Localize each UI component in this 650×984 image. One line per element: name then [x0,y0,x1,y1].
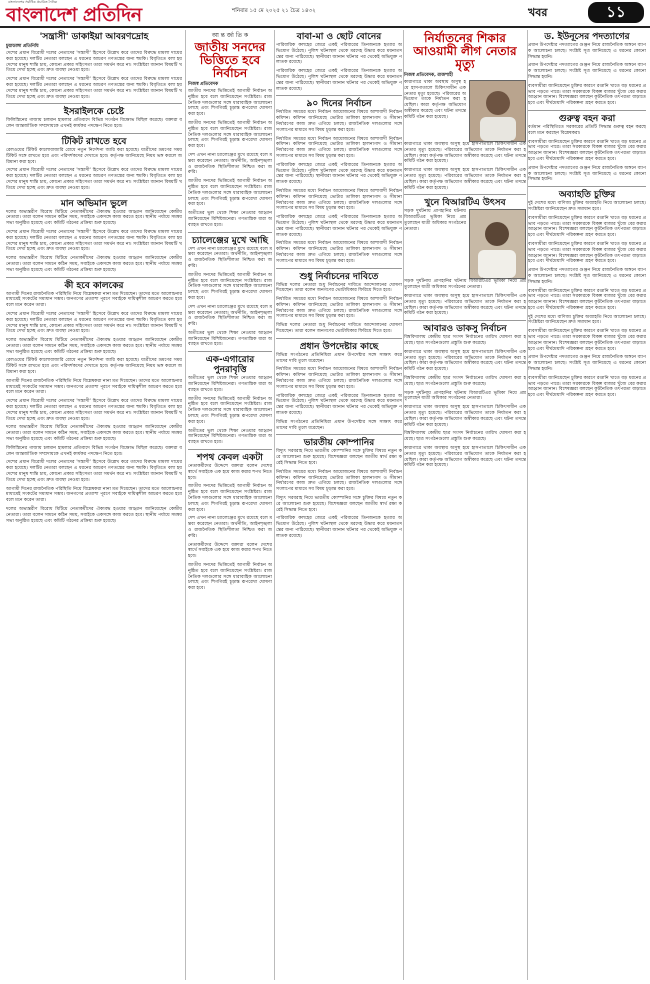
article-body: কারাগারে থাকা অবস্থায় অসুস্থ হয়ে হাসপাতালে চিকিৎসাধীন এক নেতার মৃত্যু হয়েছে। পরিবারের অভিযোগ তাকে নির্যাতন করা হয়েছিল। কারা কর্তৃপক্ষ অভিযোগ অস্বীকার করেছে এবং ঘটনা তদন্তে কমিটি গঠন করা হয়েছে। [404,142,526,165]
article-body: কারাগারে থাকা অবস্থায় অসুস্থ হয়ে হাসপাতালে চিকিৎসাধীন এক নেতার মৃত্যু হয়েছে। পরিবারের অভিযোগ তাকে নির্যাতন করা হয়েছিল। কারা কর্তৃপক্ষ অভিযোগ অস্বীকার করেছে এবং ঘটনা তদন্তে কমিটি গঠন করা হয়েছে। [404,293,526,317]
divider [6,133,182,134]
column-5 [528,30,646,980]
portrait-photo [470,210,525,278]
article-body: দেশের প্রধান বিরোধী দলের নেতাদের 'সন্ত্রাসী' হিসেবে উল্লেখ করে তাদের বিরুদ্ধে মামলা দায়ের করা হয়েছে। দলটির নেতারা বলছেন এ ধরনের আচরণ গণতন্ত্রের জন্য হুমকি। বিবৃতিতে বলা হয় দেশের মানুষ শান্তি চায়, কোনো প্রকার সহিংসতা তারা সমর্থন করে না। সংশ্লিষ্টরা জানান বিষয়টি খতিয়ে দেখা হচ্ছে এবং দ্রুত ব্যবস্থা নেওয়া হবে। [6,77,182,100]
headline[interactable]: গুরুত্ব বহন করা [558,113,616,124]
newspaper-logo[interactable]: বাংলাদেশ প্রতিদিন [6,4,142,26]
article-body: প্রধান উপদেষ্টার পদত্যাগের গুঞ্জন নিয়ে রাজনৈতিক অঙ্গনে ব্যাপক আলোচনা চলছে। সংশ্লিষ্ট সূত্র জানিয়েছে এ ধরনের কোনো সিদ্ধান্ত হয়নি। [528,63,646,80]
article-body: বিদ্যুৎ সরবরাহ নিয়ে ভারতীয় কোম্পানির সঙ্গে চুক্তির বিষয়ে নতুন করে আলোচনা শুরু হয়েছে। বিশেষজ্ঞরা বলছেন জাতীয় স্বার্থ রক্ষা করেই সিদ্ধান্ত নিতে হবে। [276,496,402,513]
article-body: দেশের প্রধান বিরোধী দলের নেতাদের 'সন্ত্রাসী' হিসেবে উল্লেখ করে তাদের বিরুদ্ধে মামলা দায়ের করা হয়েছে। দলটির নেতারা বলছেন এ ধরনের আচরণ গণতন্ত্রের জন্য হুমকি। বিবৃতিতে বলা হয় দেশের মানুষ শান্তি চায়, কোনো প্রকার সহিংসতা তারা সমর্থন করে না। সংশ্লিষ্টরা জানান বিষয়টি খতিয়ে দেখা হচ্ছে এবং দ্রুত ব্যবস্থা নেওয়া হবে। [6,51,182,74]
divider [188,351,272,352]
article-body: বিশ্ববিদ্যালয় কেন্দ্রীয় ছাত্র সংসদ নির্বাচনের তারিখ ঘোষণা করা হয়েছে। ছাত্র সংগঠনগুলো প্রস্তুতি শুরু করেছে। [404,375,526,387]
article-body: দেশ এখন নানা চ্যালেঞ্জের মুখে রয়েছে বলে মন্তব্য করেছেন নেতারা। অর্থনীতি, আইনশৃঙ্খলা ও রাজনৈতিক স্থিতিশীলতা নিশ্চিত করা জরুরি। [188,304,272,328]
article-body: দলের অভ্যন্তরীণ বিরোধ মিটিয়ে নেতাকর্মীদের ঐক্যবদ্ধ হওয়ার আহ্বান জানিয়েছেন কেন্দ্রীয় নেতারা। তারা বলেন সামনে কঠিন সময়, সবাইকে একসঙ্গে কাজ করতে হবে। স্থানীয় পর্যায়ে সমন্বয় সভা অনুষ্ঠিত হয়েছে এবং কমিটি গঠনের প্রক্রিয়া শুরু হয়েছে। [6,338,182,355]
article-body: অতীতের ভুল থেকে শিক্ষা নেওয়ার আহ্বান জানিয়েছেন বিশিষ্টজনেরা। গণতান্ত্রিক ধারা অব্যাহত রাখতে হবে। [188,330,272,348]
article-body: ফিলিস্তিনের গাজায় চলমান হামলার প্রতিবাদে বিভিন্ন সংগঠন বিক্ষোভ মিছিল করেছে। বক্তারা বলেন আন্তর্জাতিক সম্প্রদায়কে এখনই কার্যকর পদক্ষেপ নিতে হবে। [6,445,182,457]
article-body: অতীতের ভুল থেকে শিক্ষা নেওয়ার আহ্বান জানিয়েছেন বিশিষ্টজনেরা। গণতান্ত্রিক ধারা অব্যাহত রাখতে হবে। [188,428,272,446]
article-body: জাতীয় সনদের ভিত্তিতেই আগামী নির্বাচন অনুষ্ঠিত হবে বলে জানিয়েছেন সংশ্লিষ্টরা। রাজনৈতিক দলগুলোর সঙ্গে ধারাবাহিক আলোচনা চলছে এবং শিগগিরই চূড়ান্ত রূপরেখা ঘোষণা করা হবে। [188,484,272,513]
article-body: নেতাকর্মীদের উদ্দেশে বক্তারা বলেন দেশের স্বার্থে সবাইকে এক হয়ে কাজ করার শপথ নিতে হবে। [188,542,272,560]
article-body: বিভিন্ন দলের নেতারা শুধু নির্বাচনের দাবিতে আন্দোলনের ঘোষণা দিয়েছেন। তারা বলেন জনগণের ভোটাধিকার ফিরিয়ে দিতে হবে। [276,282,402,294]
article-body: পারিবারিক কলহের জেরে একই পরিবারের তিনজনকে হত্যার অভিযোগ উঠেছে। পুলিশ ঘটনাস্থল থেকে মরদেহ উদ্ধার করে ময়নাতদন্তের জন্য পাঠিয়েছে। স্থানীয়রা জানান ঘটনার পর থেকেই অভিযুক্ত পলাতক রয়েছে। [276,69,402,92]
headline[interactable]: বাবা-মা ও ছোট বোনের [296,32,382,42]
column-divider [185,30,186,980]
article-body: দলের অভ্যন্তরীণ বিরোধ মিটিয়ে নেতাকর্মীদের ঐক্যবদ্ধ হওয়ার আহ্বান জানিয়েছেন কেন্দ্রীয় নেতারা। তারা বলেন সামনে কঠিন সময়, সবাইকে একসঙ্গে কাজ করতে হবে। স্থানীয় পর্যায়ে সমন্বয় সভা অনুষ্ঠিত হয়েছে এবং কমিটি গঠনের প্রক্রিয়া শুরু হয়েছে। [6,425,182,443]
article-body: দেশের প্রধান বিরোধী দলের নেতাদের 'সন্ত্রাসী' হিসেবে উল্লেখ করে তাদের বিরুদ্ধে মামলা দায়ের করা হয়েছে। দলটির নেতারা বলছেন এ ধরনের আচরণ গণতন্ত্রের জন্য হুমকি। বিবৃতিতে বলা হয় দেশের মানুষ শান্তি চায়, কোনো প্রকার সহিংসতা তারা সমর্থন করে না। সংশ্লিষ্টরা জানান বিষয়টি খতিয়ে দেখা হচ্ছে এবং দ্রুত ব্যবস্থা নেওয়া হবে। [6,311,182,335]
headline[interactable]: অব্যাহতি চুক্তির [558,190,616,201]
byline: চুয়াডাঙ্গা প্রতিনিধি [6,44,39,49]
headline[interactable]: ভারতীয় কোম্পানির [303,438,375,449]
article-body: আগামী দিনের রাজনৈতিক পরিস্থিতি নিয়ে বিশ্লেষকরা নানা মত দিয়েছেন। তাদের মতে আলোচনার মাধ্যমেই সংকটের সমাধান সম্ভব। জনগণের প্রত্যাশা পূরণে সবাইকে দায়িত্বশীল আচরণ করতে হবে বলে মনে করেন তারা। [6,291,182,309]
article-body: প্রধান উপদেষ্টার পদত্যাগের গুঞ্জন নিয়ে রাজনৈতিক অঙ্গনে ব্যাপক আলোচনা চলছে। সংশ্লিষ্ট সূত্র জানিয়েছে এ ধরনের কোনো সিদ্ধান্ত হয়নি। [528,165,646,183]
headline[interactable]: প্রধান উপদেষ্টার কাছে [299,341,379,352]
article-body: দলের অভ্যন্তরীণ বিরোধ মিটিয়ে নেতাকর্মীদের ঐক্যবদ্ধ হওয়ার আহ্বান জানিয়েছেন কেন্দ্রীয় নেতারা। তারা বলেন সামনে কঠিন সময়, সবাইকে একসঙ্গে কাজ করতে হবে। স্থানীয় পর্যায়ে সমন্বয় সভা অনুষ্ঠিত হয়েছে এবং কমিটি গঠনের প্রক্রিয়া শুরু হয়েছে। [6,256,182,273]
headline[interactable]: খুনে বিআরটিএ উৎসব [424,198,506,209]
article-body: নির্ধারিত সময়ের মধ্যে নির্বাচন আয়োজনের বিষয়ে আশাবাদী নির্বাচন কমিশন। কমিশন জানিয়েছে ভোটার তালিকা হালনাগাদ ও সীমানা নির্ধারণের কাজ দ্রুত এগিয়ে চলছে। রাজনৈতিক দলগুলোর সঙ্গে সংলাপের মাধ্যমে সব বিষয় চূড়ান্ত করা হবে। [276,367,402,390]
headline[interactable]: কী হবে কালকের [64,280,124,291]
divider [404,320,526,321]
divider [276,268,402,269]
article-body: ফিলিস্তিনের গাজায় চলমান হামলার প্রতিবাদে বিভিন্ন সংগঠন বিক্ষোভ মিছিল করেছে। বক্তারা বলেন আন্তর্জাতিক সম্প্রদায়কে এখনই কার্যকর পদক্ষেপ নিতে হবে। [6,118,182,130]
article-body: জাতীয় সনদের ভিত্তিতেই আগামী নির্বাচন অনুষ্ঠিত হবে বলে জানিয়েছেন সংশ্লিষ্টরা। রাজনৈতিক দলগুলোর সঙ্গে ধারাবাহিক আলোচনা চলছে এবং শিগগিরই চূড়ান্ত রূপরেখা ঘোষণা করা হবে। [188,563,272,592]
column-3 [276,30,402,980]
article-body: প্রধান উপদেষ্টার পদত্যাগের গুঞ্জন নিয়ে রাজনৈতিক অঙ্গনে ব্যাপক আলোচনা চলছে। সংশ্লিষ্ট সূত্র জানিয়েছে এ ধরনের কোনো সিদ্ধান্ত হয়নি। [528,355,646,373]
article-body: দুই দেশের মধ্যে বাণিজ্য চুক্তির অব্যাহতি নিয়ে আলোচনা চলছে। সংশ্লিষ্টরা জানিয়েছেন দ্রুত সমাধান হবে। [528,201,646,212]
article-body: নির্ধারিত সময়ের মধ্যে নির্বাচন আয়োজনের বিষয়ে আশাবাদী নির্বাচন কমিশন। কমিশন জানিয়েছে ভোটার তালিকা হালনাগাদ ও সীমানা নির্ধারণের কাজ দ্রুত এগিয়ে চলছে। রাজনৈতিক দলগুলোর সঙ্গে সংলাপের মাধ্যমে সব বিষয় চূড়ান্ত করা হবে। [276,110,402,133]
article-body: পারিবারিক কলহের জেরে একই পরিবারের তিনজনকে হত্যার অভিযোগ উঠেছে। পুলিশ ঘটনাস্থল থেকে মরদেহ উদ্ধার করে ময়নাতদন্তের জন্য পাঠিয়েছে। স্থানীয়রা জানান ঘটনার পর থেকেই অভিযুক্ত পলাতক রয়েছে। [276,516,402,539]
headline[interactable]: শুধু নির্বাচনের দাবিতে [299,271,379,282]
article-body: পারিবারিক কলহের জেরে একই পরিবারের তিনজনকে হত্যার অভিযোগ উঠেছে। পুলিশ ঘটনাস্থল থেকে মরদেহ উদ্ধার করে ময়নাতদন্তের জন্য পাঠিয়েছে। স্থানীয়রা জানান ঘটনার পর থেকেই অভিযুক্ত পলাতক রয়েছে। [276,393,402,417]
article-body: নির্ধারিত সময়ের মধ্যে নির্বাচন আয়োজনের বিষয়ে আশাবাদী নির্বাচন কমিশন। কমিশন জানিয়েছে ভোটার তালিকা হালনাগাদ ও সীমানা নির্ধারণের কাজ দ্রুত এগিয়ে চলছে। রাজনৈতিক দলগুলোর সঙ্গে সংলাপের মাধ্যমে সব বিষয় চূড়ান্ত করা হবে। [276,241,402,264]
article-body: বিশ্ববিদ্যালয় কেন্দ্রীয় ছাত্র সংসদ নির্বাচনের তারিখ ঘোষণা করা হয়েছে। ছাত্র সংগঠনগুলো প্রস্তুতি শুরু করেছে। [404,431,526,443]
article-body: সড়ক দুর্ঘটনায় প্রাণহানির ঘটনায় বিআরটিএর ভূমিকা নিয়ে প্রশ্ন তুলেছেন যাত্রী অধিকার সংগঠনের নেতারা। [404,279,526,291]
article-body: বর্তমান পরিস্থিতিতে সরকারের প্রতিটি সিদ্ধান্ত গুরুত্ব বহন করছে বলে মনে করছেন বিশ্লেষকরা। [528,124,646,136]
headline[interactable]: ড. ইউনূসের পদত্যাগের [544,32,630,42]
article-body: দেশের প্রধান বিরোধী দলের নেতাদের 'সন্ত্রাসী' হিসেবে উল্লেখ করে তাদের বিরুদ্ধে মামলা দায়ের করা হয়েছে। দলটির নেতারা বলছেন এ ধরনের আচরণ গণতন্ত্রের জন্য হুমকি। বিবৃতিতে বলা হয় দেশের মানুষ শান্তি চায়, কোনো প্রকার সহিংসতা তারা সমর্থন করে না। সংশ্লিষ্টরা জানান বিষয়টি খতিয়ে দেখা হচ্ছে এবং দ্রুত ব্যবস্থা নেওয়া হবে। [6,460,182,483]
section-label: খবর [528,6,548,19]
article-body: আগামী দিনের রাজনৈতিক পরিস্থিতি নিয়ে বিশ্লেষকরা নানা মত দিয়েছেন। তাদের মতে আলোচনার মাধ্যমেই সংকটের সমাধান সম্ভব। জনগণের প্রত্যাশা পূরণে সবাইকে দায়িত্বশীল আচরণ করতে হবে বলে মনে করেন তারা। [6,378,182,396]
article-body: বিভিন্ন সংগঠনের প্রতিনিধিরা প্রধান উপদেষ্টার সঙ্গে সাক্ষাৎ করে তাদের দাবি তুলে ধরেছেন। [276,419,402,431]
divider [6,195,182,196]
dateline: শনিবার ১৫ মে ২০২৫ ২১ চৈত্র ১৪৩২ [232,8,316,14]
divider [528,110,646,111]
article-body: জাতীয় সনদের ভিত্তিতেই আগামী নির্বাচন অনুষ্ঠিত হবে বলে জানিয়েছেন সংশ্লিষ্টরা। রাজনৈতিক দলগুলোর সঙ্গে ধারাবাহিক আলোচনা চলছে এবং শিগগিরই চূড়ান্ত রূপরেখা ঘোষণা করা হবে। [188,179,272,208]
article-body: দলের অভ্যন্তরীণ বিরোধ মিটিয়ে নেতাকর্মীদের ঐক্যবদ্ধ হওয়ার আহ্বান জানিয়েছেন কেন্দ্রীয় নেতারা। তারা বলেন সামনে কঠিন সময়, সবাইকে একসঙ্গে কাজ করতে হবে। স্থানীয় পর্যায়ে সমন্বয় সভা অনুষ্ঠিত হয়েছে এবং কমিটি গঠনের প্রক্রিয়া শুরু হয়েছে। [6,209,182,227]
article-body: ব্যবসায়ীরা জানিয়েছেন চুক্তির কারণে রপ্তানি খাতে বড় ধরনের প্রভাব পড়তে পারে। তারা সরকারকে বিকল্প বাজার খুঁজে বের করার আহ্বান জানান। বিশেষজ্ঞরা বলছেন কূটনৈতিক তৎপরতা বাড়াতে হবে এবং দীর্ঘমেয়াদি পরিকল্পনা গ্রহণ করতে হবে। [528,241,646,265]
article-body: প্রধান উপদেষ্টার পদত্যাগের গুঞ্জন নিয়ে রাজনৈতিক অঙ্গনে ব্যাপক আলোচনা চলছে। সংশ্লিষ্ট সূত্র জানিয়েছে এ ধরনের কোনো সিদ্ধান্ত হয়নি। [528,43,646,60]
article-body: দেশের প্রধান বিরোধী দলের নেতাদের 'সন্ত্রাসী' হিসেবে উল্লেখ করে তাদের বিরুদ্ধে মামলা দায়ের করা হয়েছে। দলটির নেতারা বলছেন এ ধরনের আচরণ গণতন্ত্রের জন্য হুমকি। বিবৃতিতে বলা হয় দেশের মানুষ শান্তি চায়, কোনো প্রকার সহিংসতা তারা সমর্থন করে না। সংশ্লিষ্টরা জানান বিষয়টি খতিয়ে দেখা হচ্ছে এবং দ্রুত ব্যবস্থা নেওয়া হবে। [6,399,182,422]
divider [188,449,272,450]
headline[interactable]: জাতীয় সনদের ভিত্তিতে হবে নির্বাচন [194,40,266,80]
article-body: জাতীয় সনদের ভিত্তিতেই আগামী নির্বাচন অনুষ্ঠিত হবে বলে জানিয়েছেন সংশ্লিষ্টরা। রাজনৈতিক দলগুলোর সঙ্গে ধারাবাহিক আলোচনা চলছে এবং শিগগিরই চূড়ান্ত রূপরেখা ঘোষণা করা হবে। [188,89,272,118]
divider [6,103,182,104]
headline[interactable]: আবারও ডাকসু নির্বাচন [423,324,507,335]
divider [528,186,646,187]
article-body: দুই দেশের মধ্যে বাণিজ্য চুক্তির অব্যাহতি নিয়ে আলোচনা চলছে। সংশ্লিষ্টরা জানিয়েছেন দ্রুত সমাধান হবে। [528,314,646,326]
article-body: সড়ক দুর্ঘটনায় প্রাণহানির ঘটনায় বিআরটিএর ভূমিকা নিয়ে প্রশ্ন তুলেছেন যাত্রী অধিকার সংগঠনের নেতারা। [404,390,526,402]
article-body: দেশ এখন নানা চ্যালেঞ্জের মুখে রয়েছে বলে মন্তব্য করেছেন নেতারা। অর্থনীতি, আইনশৃঙ্খলা ও রাজনৈতিক স্থিতিশীলতা নিশ্চিত করা জরুরি। [188,516,272,539]
column-divider [274,30,275,980]
headline[interactable]: চ্যালেঞ্জের মুখে আছি [192,235,268,246]
headline[interactable]: ইসরাইলকে চেষ্টে [63,107,125,118]
article-body: দেশের প্রধান বিরোধী দলের নেতাদের 'সন্ত্রাসী' হিসেবে উল্লেখ করে তাদের বিরুদ্ধে মামলা দায়ের করা হয়েছে। দলটির নেতারা বলছেন এ ধরনের আচরণ গণতন্ত্রের জন্য হুমকি। বিবৃতিতে বলা হয় দেশের মানুষ শান্তি চায়, কোনো প্রকার সহিংসতা তারা সমর্থন করে না। সংশ্লিষ্টরা জানান বিষয়টি খতিয়ে দেখা হচ্ছে এবং দ্রুত ব্যবস্থা নেওয়া হবে। [6,168,182,191]
headline[interactable]: নির্যাতনের শিকার আওয়ামী লীগ নেতার মৃত্যু [413,31,517,71]
masthead-tagline: বাংলাদেশের সর্বাধিক প্রচারিত দৈনিক [8,0,58,4]
article-body: জাতীয় সনদের ভিত্তিতেই আগামী নির্বাচন অনুষ্ঠিত হবে বলে জানিয়েছেন সংশ্লিষ্টরা। রাজনৈতিক দলগুলোর সঙ্গে ধারাবাহিক আলোচনা চলছে এবং শিগগিরই চূড়ান্ত রূপরেখা ঘোষণা করা হবে। [188,120,272,150]
headline[interactable]: মান অভিমান ভুলে [60,198,128,209]
article-body: বিভিন্ন সংগঠনের প্রতিনিধিরা প্রধান উপদেষ্টার সঙ্গে সাক্ষাৎ করে তাদের দাবি তুলে ধরেছেন। [276,352,402,364]
article-body: দেশ এখন নানা চ্যালেঞ্জের মুখে রয়েছে বলে মন্তব্য করেছেন নেতারা। অর্থনীতি, আইনশৃঙ্খলা ও রাজনৈতিক স্থিতিশীলতা নিশ্চিত করা জরুরি। [188,152,272,176]
article-body: পারিবারিক কলহের জেরে একই পরিবারের তিনজনকে হত্যার অভিযোগ উঠেছে। পুলিশ ঘটনাস্থল থেকে মরদেহ উদ্ধার করে ময়নাতদন্তের জন্য পাঠিয়েছে। স্থানীয়রা জানান ঘটনার পর থেকেই অভিযুক্ত পলাতক রয়েছে। [276,162,402,186]
divider [276,95,402,96]
article-body: দেশ এখন নানা চ্যালেঞ্জের মুখে রয়েছে বলে মন্তব্য করেছেন নেতারা। অর্থনীতি, আইনশৃঙ্খলা ও রাজনৈতিক স্থিতিশীলতা নিশ্চিত করা জরুরি। [188,246,272,269]
article-body: জাতীয় সনদের ভিত্তিতেই আগামী নির্বাচন অনুষ্ঠিত হবে বলে জানিয়েছেন সংশ্লিষ্টরা। রাজনৈতিক দলগুলোর সঙ্গে ধারাবাহিক আলোচনা চলছে এবং শিগগিরই চূড়ান্ত রূপরেখা ঘোষণা করা হবে। [188,272,272,301]
kicker: আ ন্ত র্জা তি ক [211,32,249,39]
column-1 [6,30,182,980]
headline[interactable]: টিকিট রাখতে হবে [61,136,127,147]
page-number: ১১ [588,2,644,23]
article-body: অতীতের ভুল থেকে শিক্ষা নেওয়ার আহ্বান জানিয়েছেন বিশিষ্টজনেরা। গণতান্ত্রিক ধারা অব্যাহত রাখতে হবে। [188,211,272,228]
article-body: কারাগারে থাকা অবস্থায় অসুস্থ হয়ে হাসপাতালে চিকিৎসাধীন এক নেতার মৃত্যু হয়েছে। পরিবারের অভিযোগ তাকে নির্যাতন করা হয়েছিল। কারা কর্তৃপক্ষ অভিযোগ অস্বীকার করেছে এবং ঘটনা তদন্তে কমিটি গঠন করা হয়েছে। [404,405,526,428]
article-body: রেলওয়ের টিকিট কালোবাজারি রোধে নতুন নির্দেশনা জারি করা হয়েছে। যাত্রীদের ভ্রমণের সময় টিকিট সঙ্গে রাখতে হবে এবং পরিদর্শকদের দেখাতে হবে। কর্তৃপক্ষ জানিয়েছে নিয়ম ভঙ্গ করলে জরিমানা করা হবে। [6,358,182,376]
article-body: দলের অভ্যন্তরীণ বিরোধ মিটিয়ে নেতাকর্মীদের ঐক্যবদ্ধ হওয়ার আহ্বান জানিয়েছেন কেন্দ্রীয় নেতারা। তারা বলেন সামনে কঠিন সময়, সবাইকে একসঙ্গে কাজ করতে হবে। স্থানীয় পর্যায়ে সমন্বয় সভা অনুষ্ঠিত হয়েছে এবং কমিটি গঠনের প্রক্রিয়া শুরু হয়েছে। [6,507,182,524]
article-body: নির্ধারিত সময়ের মধ্যে নির্বাচন আয়োজনের বিষয়ে আশাবাদী নির্বাচন কমিশন। কমিশন জানিয়েছে ভোটার তালিকা হালনাগাদ ও সীমানা নির্ধারণের কাজ দ্রুত এগিয়ে চলছে। রাজনৈতিক দলগুলোর সঙ্গে সংলাপের মাধ্যমে সব বিষয় চূড়ান্ত করা হবে। [276,297,402,320]
article-body: নির্ধারিত সময়ের মধ্যে নির্বাচন আয়োজনের বিষয়ে আশাবাদী নির্বাচন কমিশন। কমিশন জানিয়েছে ভোটার তালিকা হালনাগাদ ও সীমানা নির্ধারণের কাজ দ্রুত এগিয়ে চলছে। রাজনৈতিক দলগুলোর সঙ্গে সংলাপের মাধ্যমে সব বিষয় চূড়ান্ত করা হবে। [276,469,402,493]
article-body: সড়ক দুর্ঘটনায় প্রাণহানির ঘটনায় বিআরটিএর ভূমিকা নিয়ে প্রশ্ন তুলেছেন যাত্রী অধিকার সংগঠনের নেতারা। [404,209,466,232]
article-body: ব্যবসায়ীরা জানিয়েছেন চুক্তির কারণে রপ্তানি খাতে বড় ধরনের প্রভাব পড়তে পারে। তারা সরকারকে বিকল্প বাজার খুঁজে বের করার আহ্বান জানান। বিশেষজ্ঞরা বলছেন কূটনৈতিক তৎপরতা বাড়াতে হবে এবং দীর্ঘমেয়াদি পরিকল্পনা গ্রহণ করতে হবে। [528,375,646,399]
headline[interactable]: শপথ কেবল একটা [197,453,263,464]
news-photo [469,80,526,142]
article-body: ব্যবসায়ীরা জানিয়েছেন চুক্তির কারণে রপ্তানি খাতে বড় ধরনের প্রভাব পড়তে পারে। তারা সরকারকে বিকল্প বাজার খুঁজে বের করার আহ্বান জানান। বিশেষজ্ঞরা বলছেন কূটনৈতিক তৎপরতা বাড়াতে হবে এবং দীর্ঘমেয়াদি পরিকল্পনা গ্রহণ করতে হবে। [528,215,646,239]
article-body: রেলওয়ের টিকিট কালোবাজারি রোধে নতুন নির্দেশনা জারি করা হয়েছে। যাত্রীদের ভ্রমণের সময় টিকিট সঙ্গে রাখতে হবে এবং পরিদর্শকদের দেখাতে হবে। কর্তৃপক্ষ জানিয়েছে নিয়ম ভঙ্গ করলে জরিমানা করা হবে। [6,147,182,165]
article-body: ব্যবসায়ীরা জানিয়েছেন চুক্তির কারণে রপ্তানি খাতে বড় ধরনের প্রভাব পড়তে পারে। তারা সরকারকে বিকল্প বাজার খুঁজে বের করার আহ্বান জানান। বিশেষজ্ঞরা বলছেন কূটনৈতিক তৎপরতা বাড়াতে হবে এবং দীর্ঘমেয়াদি পরিকল্পনা গ্রহণ করতে হবে। [528,83,646,107]
article-body: ব্যবসায়ীরা জানিয়েছেন চুক্তির কারণে রপ্তানি খাতে বড় ধরনের প্রভাব পড়তে পারে। তারা সরকারকে বিকল্প বাজার খুঁজে বের করার আহ্বান জানান। বিশেষজ্ঞরা বলছেন কূটনৈতিক তৎপরতা বাড়াতে হবে এবং দীর্ঘমেয়াদি পরিকল্পনা গ্রহণ করতে হবে। [528,139,646,162]
article-body: বিদ্যুৎ সরবরাহ নিয়ে ভারতীয় কোম্পানির সঙ্গে চুক্তির বিষয়ে নতুন করে আলোচনা শুরু হয়েছে। বিশেষজ্ঞরা বলছেন জাতীয় স্বার্থ রক্ষা করেই সিদ্ধান্ত নিতে হবে। [276,449,402,467]
divider [188,232,272,233]
news-photo [469,209,526,279]
byline: নিজস্ব প্রতিবেদক [188,82,219,87]
article-body: আগামী দিনের রাজনৈতিক পরিস্থিতি নিয়ে বিশ্লেষকরা নানা মত দিয়েছেন। তাদের মতে আলোচনার মাধ্যমেই সংকটের সমাধান সম্ভব। জনগণের প্রত্যাশা পূরণে সবাইকে দায়িত্বশীল আচরণ করতে হবে বলে মনে করেন তারা। [6,486,182,504]
divider [276,338,402,339]
article-body: প্রধান উপদেষ্টার পদত্যাগের গুঞ্জন নিয়ে রাজনৈতিক অঙ্গনে ব্যাপক আলোচনা চলছে। সংশ্লিষ্ট সূত্র জানিয়েছে এ ধরনের কোনো সিদ্ধান্ত হয়নি। [528,268,646,285]
column-2 [188,30,272,980]
headline[interactable]: এক-এগারোর পুনরাবৃত্তি [205,355,255,376]
article-body: দেশের প্রধান বিরোধী দলের নেতাদের 'সন্ত্রাসী' হিসেবে উল্লেখ করে তাদের বিরুদ্ধে মামলা দায়ের করা হয়েছে। দলটির নেতারা বলছেন এ ধরনের আচরণ গণতন্ত্রের জন্য হুমকি। বিবৃতিতে বলা হয় দেশের মানুষ শান্তি চায়, কোনো প্রকার সহিংসতা তারা সমর্থন করে না। সংশ্লিষ্টরা জানান বিষয়টি খতিয়ে দেখা হচ্ছে এবং দ্রুত ব্যবস্থা নেওয়া হবে। [6,229,182,253]
divider [404,194,526,195]
divider [276,434,402,435]
article-body: কারাগারে থাকা অবস্থায় অসুস্থ হয়ে হাসপাতালে চিকিৎসাধীন এক নেতার মৃত্যু হয়েছে। পরিবারের অভিযোগ তাকে নির্যাতন করা হয়েছিল। কারা কর্তৃপক্ষ অভিযোগ অস্বীকার করেছে এবং ঘটনা তদন্তে কমিটি গঠন করা হয়েছে। [404,168,526,191]
headline[interactable]: ৯০ দিনের নির্বাচন [306,99,372,110]
masthead [0,0,650,28]
article-body: নির্ধারিত সময়ের মধ্যে নির্বাচন আয়োজনের বিষয়ে আশাবাদী নির্বাচন কমিশন। কমিশন জানিয়েছে ভোটার তালিকা হালনাগাদ ও সীমানা নির্ধারণের কাজ দ্রুত এগিয়ে চলছে। রাজনৈতিক দলগুলোর সঙ্গে সংলাপের মাধ্যমে সব বিষয় চূড়ান্ত করা হবে। [276,188,402,212]
article-body: ব্যবসায়ীরা জানিয়েছেন চুক্তির কারণে রপ্তানি খাতে বড় ধরনের প্রভাব পড়তে পারে। তারা সরকারকে বিকল্প বাজার খুঁজে বের করার আহ্বান জানান। বিশেষজ্ঞরা বলছেন কূটনৈতিক তৎপরতা বাড়াতে হবে এবং দীর্ঘমেয়াদি পরিকল্পনা গ্রহণ করতে হবে। [528,329,646,352]
article-body: কারাগারে থাকা অবস্থায় অসুস্থ হয়ে হাসপাতালে চিকিৎসাধীন এক নেতার মৃত্যু হয়েছে। পরিবারের অভিযোগ তাকে নির্যাতন করা হয়েছিল। কারা কর্তৃপক্ষ অভিযোগ অস্বীকার করেছে এবং ঘটনা তদন্তে কমিটি গঠন করা হয়েছে। [404,445,526,469]
article-body: কারাগারে থাকা অবস্থায় অসুস্থ হয়ে হাসপাতালে চিকিৎসাধীন এক নেতার মৃত্যু হয়েছে। পরিবারের অভিযোগ তাকে নির্যাতন করা হয়েছিল। কারা কর্তৃপক্ষ অভিযোগ অস্বীকার করেছে এবং ঘটনা তদন্তে কমিটি গঠন করা হয়েছে। [404,349,526,373]
article-body: নির্ধারিত সময়ের মধ্যে নির্বাচন আয়োজনের বিষয়ে আশাবাদী নির্বাচন কমিশন। কমিশন জানিয়েছে ভোটার তালিকা হালনাগাদ ও সীমানা নির্ধারণের কাজ দ্রুত এগিয়ে চলছে। রাজনৈতিক দলগুলোর সঙ্গে সংলাপের মাধ্যমে সব বিষয় চূড়ান্ত করা হবে। [276,136,402,159]
article-body: জাতীয় সনদের ভিত্তিতেই আগামী নির্বাচন অনুষ্ঠিত হবে বলে জানিয়েছেন সংশ্লিষ্টরা। রাজনৈতিক দলগুলোর সঙ্গে ধারাবাহিক আলোচনা চলছে এবং শিগগিরই চূড়ান্ত রূপরেখা ঘোষণা করা হবে। [188,396,272,425]
article-body: নেতাকর্মীদের উদ্দেশে বক্তারা বলেন দেশের স্বার্থে সবাইকে এক হয়ে কাজ করার শপথ নিতে হবে। [188,464,272,481]
article-body: অতীতের ভুল থেকে শিক্ষা নেওয়ার আহ্বান জানিয়েছেন বিশিষ্টজনেরা। গণতান্ত্রিক ধারা অব্যাহত রাখতে হবে। [188,376,272,393]
divider [6,277,182,278]
article-body: ব্যবসায়ীরা জানিয়েছেন চুক্তির কারণে রপ্তানি খাতে বড় ধরনের প্রভাব পড়তে পারে। তারা সরকারকে বিকল্প বাজার খুঁজে বের করার আহ্বান জানান। বিশেষজ্ঞরা বলছেন কূটনৈতিক তৎপরতা বাড়াতে হবে এবং দীর্ঘমেয়াদি পরিকল্পনা গ্রহণ করতে হবে। [528,288,646,311]
portrait-photo [470,81,525,141]
article-body: কারাগারে থাকা অবস্থায় অসুস্থ হয়ে হাসপাতালে চিকিৎসাধীন এক নেতার মৃত্যু হয়েছে। পরিবারের অভিযোগ তাকে নির্যাতন করা হয়েছিল। কারা কর্তৃপক্ষ অভিযোগ অস্বীকার করেছে এবং ঘটনা তদন্তে কমিটি গঠন করা হয়েছে। [404,80,466,120]
column-4 [404,30,526,980]
article-body: বিশ্ববিদ্যালয় কেন্দ্রীয় ছাত্র সংসদ নির্বাচনের তারিখ ঘোষণা করা হয়েছে। ছাত্র সংগঠনগুলো প্রস্তুতি শুরু করেছে। [404,335,526,346]
article-body: পারিবারিক কলহের জেরে একই পরিবারের তিনজনকে হত্যার অভিযোগ উঠেছে। পুলিশ ঘটনাস্থল থেকে মরদেহ উদ্ধার করে ময়নাতদন্তের জন্য পাঠিয়েছে। স্থানীয়রা জানান ঘটনার পর থেকেই অভিযুক্ত পলাতক রয়েছে। [276,43,402,66]
article-body: বিভিন্ন দলের নেতারা শুধু নির্বাচনের দাবিতে আন্দোলনের ঘোষণা দিয়েছেন। তারা বলেন জনগণের ভোটাধিকার ফিরিয়ে দিতে হবে। [276,323,402,335]
article-body: পারিবারিক কলহের জেরে একই পরিবারের তিনজনকে হত্যার অভিযোগ উঠেছে। পুলিশ ঘটনাস্থল থেকে মরদেহ উদ্ধার করে ময়নাতদন্তের জন্য পাঠিয়েছে। স্থানীয়রা জানান ঘটনার পর থেকেই অভিযুক্ত পলাতক রয়েছে। [276,215,402,238]
byline: নিজস্ব প্রতিবেদক, রাজশাহী [404,73,453,78]
headline[interactable]: 'সন্ত্রাসী' ডাকাইয়া আবরণদ্রোহ [39,32,149,42]
